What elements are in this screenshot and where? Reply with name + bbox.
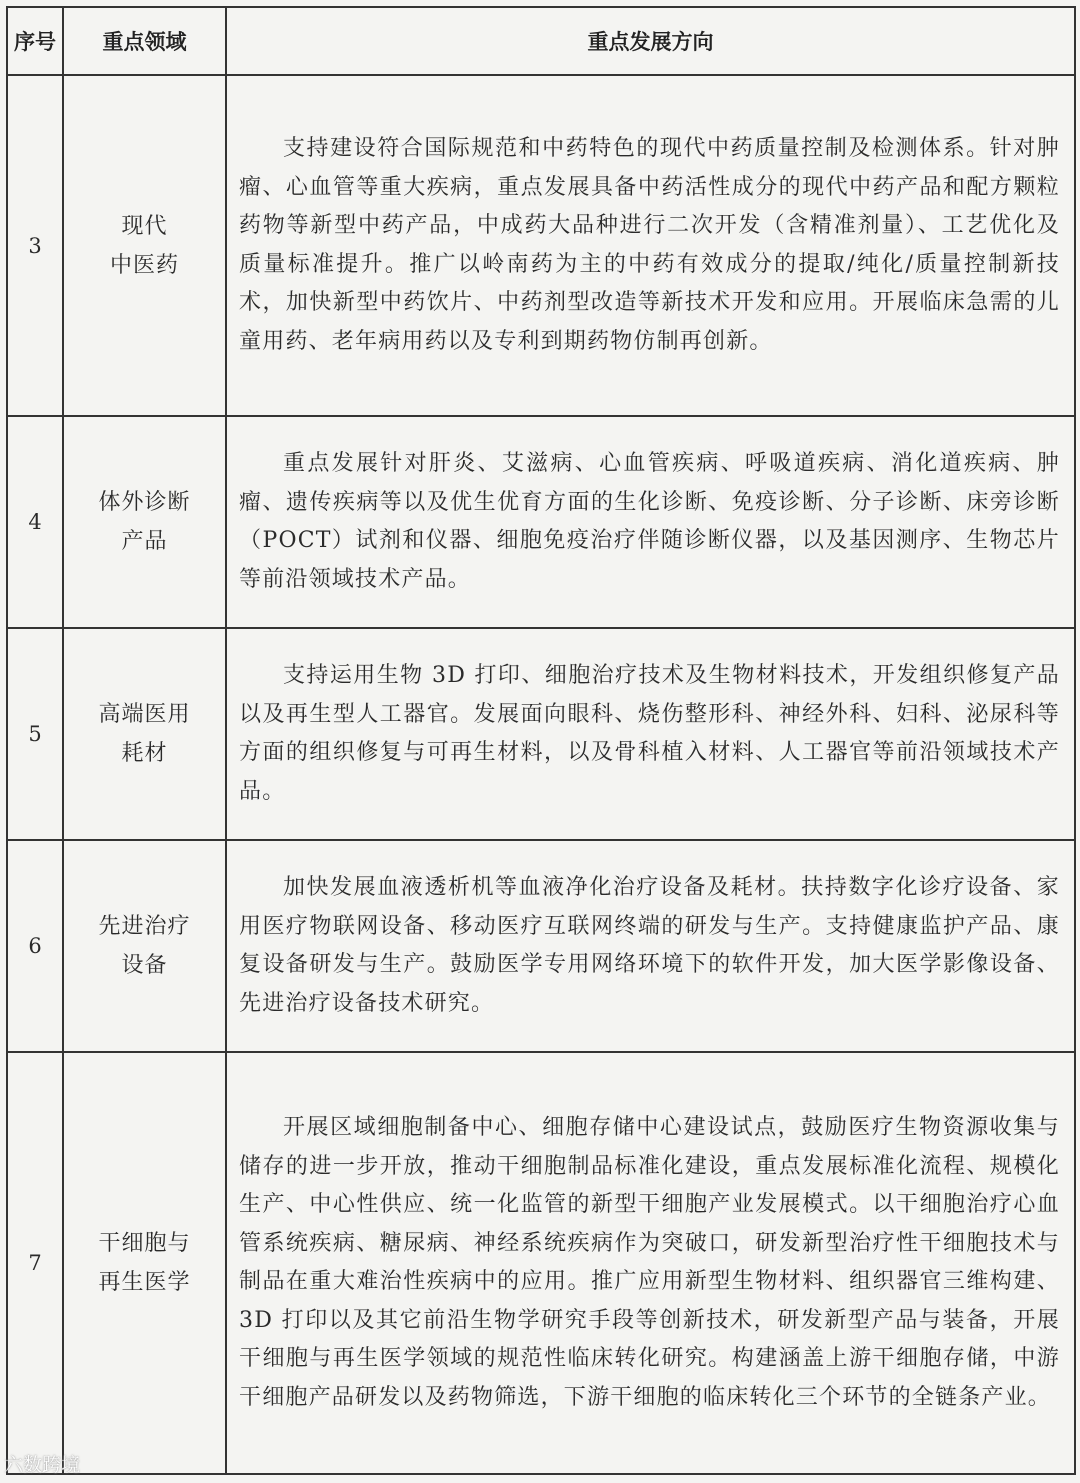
- table-row: [7, 1052, 1075, 1474]
- watermark: 六数跨境: [4, 1454, 81, 1476]
- row-field: [63, 1052, 226, 1474]
- row-content: [226, 1052, 1075, 1474]
- field-line: 高端医用: [98, 702, 191, 727]
- row-content: [226, 416, 1075, 628]
- row-field: [63, 75, 226, 416]
- table-row: [7, 75, 1075, 416]
- content-paragraph: 支持建设符合国际规范和中药特色的现代中药质量控制及检测体系。针对肿瘤、心血管等重大疾病，重点发展具备中药活性成分的现代中药产品和配方颗粒药物等新型中药产品，中成药大品种进行二次开发（含精准剂量）、工艺优化及质量标准提升。推广以岭南药为主的中药有效成分的提取/纯化/质量控制新技术，加快新型中药饮片、中药剂型改造等新技术开发和应用。开展临床急需的儿童用药、老年病用药以及专利到期药物仿制再创新。: [239, 136, 1060, 354]
- row-number: 4: [7, 416, 63, 628]
- row-field: [63, 628, 226, 840]
- field-line: 产品: [121, 529, 168, 554]
- table-row: [7, 416, 1075, 628]
- field-line: 干细胞与: [98, 1231, 191, 1256]
- header-development-direction: 重点发展方向: [226, 7, 1075, 75]
- header-key-field: 重点领域: [63, 7, 226, 75]
- row-number: 7: [7, 1052, 63, 1474]
- row-field: [63, 416, 226, 628]
- field-line: 先进治疗: [98, 914, 191, 939]
- field-line: 体外诊断: [98, 490, 191, 515]
- content-paragraph: 加快发展血液透析机等血液净化治疗设备及耗材。扶持数字化诊疗设备、家用医疗物联网设备、移动医疗互联网终端的研发与生产。支持健康监护产品、康复设备研发与生产。鼓励医学专用网络环境下的软件开发，加大医学影像设备、先进治疗设备技术研究。: [239, 875, 1060, 1016]
- field-line: 现代: [121, 213, 168, 239]
- table-header-row: [7, 7, 1075, 75]
- development-table: [6, 6, 1076, 1475]
- development-table-container: [6, 6, 1074, 1475]
- row-number: 5: [7, 628, 63, 840]
- field-line: 设备: [121, 953, 168, 978]
- content-paragraph: 开展区域细胞制备中心、细胞存储中心建设试点，鼓励医疗生物资源收集与储存的进一步开放，推动干细胞制品标准化建设，重点发展标准化流程、规模化生产、中心性供应、统一化监管的新型干细胞产业发展模式。以干细胞治疗心血管系统疾病、糖尿病、神经系统疾病作为突破口，研发新型治疗性干细胞技术与制品在重大难治性疾病中的应用。推广应用新型生物材料、组织器官三维构建、3D 打印以及其它前沿生物学研究手段等创新技术，研发新型产品与装备，开展干细胞与再生医学领域的规范性临床转化研究。构建涵盖上游干细胞存储，中游干细胞产品研发以及药物筛选，下游干细胞的临床转化三个环节的全链条产业。: [239, 1115, 1060, 1410]
- field-line: 耗材: [121, 741, 168, 766]
- row-number: 6: [7, 840, 63, 1052]
- table-row: [7, 628, 1075, 840]
- header-serial-number: 序号: [7, 7, 63, 75]
- row-content: [226, 75, 1075, 416]
- content-paragraph: 支持运用生物 3D 打印、细胞治疗技术及生物材料技术，开发组织修复产品以及再生型人工器官。发展面向眼科、烧伤整形科、神经外科、妇科、泌尿科等方面的组织修复与可再生材料，以及骨科植入材料、人工器官等前沿领域技术产品。: [239, 663, 1060, 804]
- row-field: [63, 840, 226, 1052]
- row-content: [226, 628, 1075, 840]
- field-line: 再生医学: [98, 1270, 191, 1295]
- table-row: [7, 840, 1075, 1052]
- field-line: 中医药: [109, 252, 179, 278]
- content-paragraph: 重点发展针对肝炎、艾滋病、心血管疾病、呼吸道疾病、消化道疾病、肿瘤、遗传疾病等以及优生优育方面的生化诊断、免疫诊断、分子诊断、床旁诊断（POCT）试剂和仪器、细胞免疫治疗伴随诊断仪器，以及基因测序、生物芯片等前沿领域技术产品。: [239, 451, 1060, 592]
- row-content: [226, 840, 1075, 1052]
- row-number: 3: [7, 75, 63, 416]
